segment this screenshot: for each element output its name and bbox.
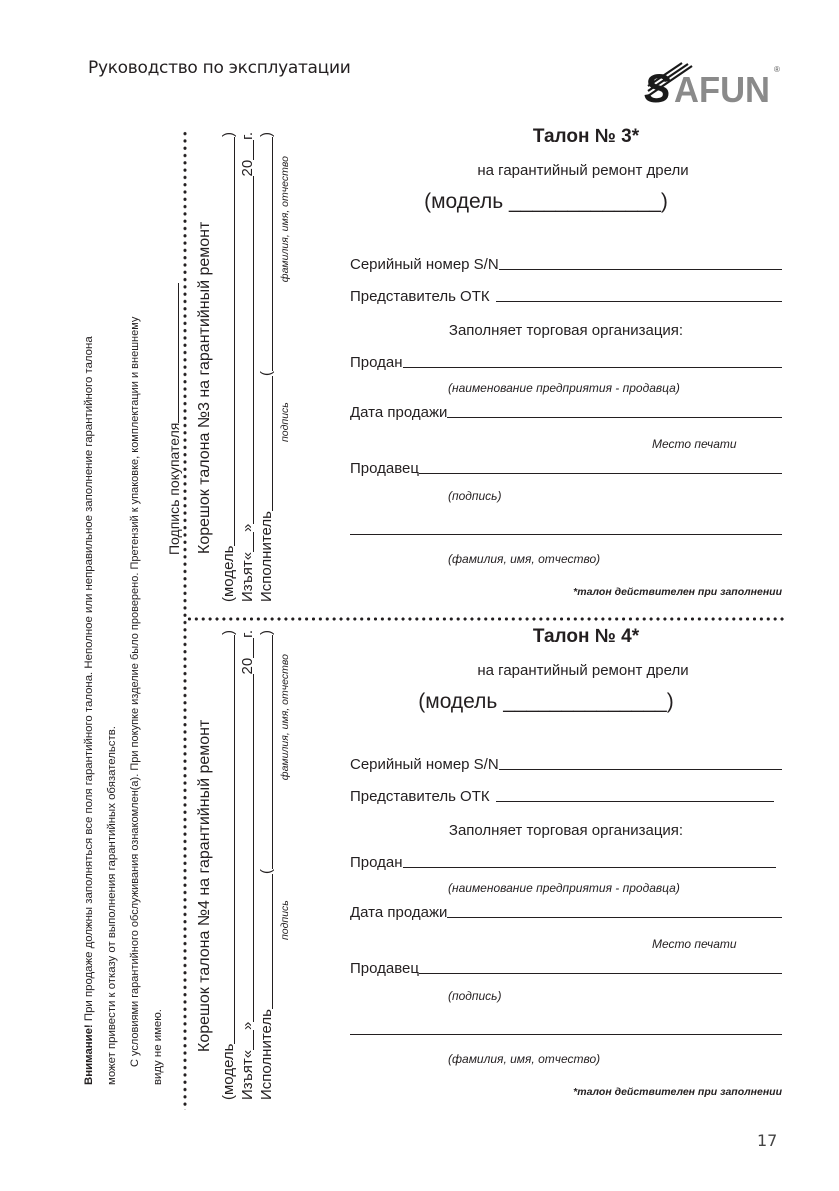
talon-3-seller-label: Продавец (350, 460, 419, 477)
buyer-signature-label: Подпись покупателя (166, 422, 182, 555)
talon-4-stamp-caption: Место печати (652, 937, 737, 951)
stub-4-year-suffix: г. (239, 630, 256, 638)
stub-3-paren-open: ( (258, 371, 275, 377)
talon-3-stamp-caption: Место печати (652, 437, 737, 451)
warranty-notice (82, 120, 181, 1085)
notice-line-4: виду не имею. (152, 1009, 164, 1085)
notice-line-3: С условиями гарантийного обслуживания ознакомлен(а). При покупке изделие было проверено. Претензий к упаковке, комплектации и внешнему (129, 316, 141, 1067)
svg-text:®: ® (774, 65, 780, 74)
talon-4-sold-label: Продан (350, 854, 403, 871)
talon-3-serial-field[interactable] (499, 268, 782, 270)
stub-3-model-label: (модель (220, 545, 237, 602)
stub-3 (196, 132, 291, 602)
talon-3-serial-label: Серийный номер S/N (350, 256, 499, 273)
talon-4-sale-date-field[interactable] (447, 916, 782, 918)
stub-3-year-field[interactable] (253, 140, 254, 160)
stub-3-name-caption: фамилия, имя, отчество (279, 156, 291, 283)
svg-text:S: S (644, 67, 671, 104)
talon-3-sold-field[interactable] (403, 366, 782, 368)
stub-3-withdrawn-label: Изъят« (239, 551, 256, 602)
stub-3-executor-signature-field[interactable] (272, 376, 273, 511)
talon-4-fullname-field[interactable] (350, 1034, 782, 1035)
stub-4-executor-label: Исполнитель (258, 1009, 275, 1100)
talon-4 (350, 626, 782, 1106)
notice-line-1: При продаже должны заполняться все поля гарантийного талона. Неполное или неправильное заполнение гарантийного талона (83, 336, 95, 1025)
page-number: 17 (757, 1131, 778, 1150)
stub-4-year-field[interactable] (253, 638, 254, 658)
page-header-title: Руководство по эксплуатации (88, 58, 351, 78)
stub-3-day-field[interactable] (253, 532, 254, 552)
talon-4-sold-field[interactable] (403, 866, 776, 868)
stub-4-month-field[interactable] (253, 675, 254, 1022)
stub-4-paren-open: ( (258, 869, 275, 875)
stub-4-name-caption: фамилия, имя, отчество (279, 654, 291, 781)
stub-4-executor-name-field[interactable] (272, 635, 273, 869)
stub-3-executor-label: Исполнитель (258, 511, 275, 602)
talon-4-sold-caption: (наименование предприятия - продавца) (448, 881, 680, 895)
talon-4-serial-field[interactable] (499, 768, 782, 770)
stub-4-model-field[interactable] (234, 635, 235, 1044)
talon-3-sold-caption: (наименование предприятия - продавца) (448, 381, 680, 395)
stub-3-year-prefix: 20 (239, 159, 256, 177)
talon-3-trade-org-heading: Заполняет торговая организация: (448, 322, 684, 339)
stub-4-model-label: (модель (220, 1043, 237, 1100)
talon-3-title: Талон № 3* (532, 126, 640, 147)
talon-4-seller-field[interactable] (419, 972, 782, 974)
talon-4-signature-caption: (подпись) (448, 989, 502, 1003)
stub-3-executor-name-field[interactable] (272, 137, 273, 371)
talon-3-sale-date-label: Дата продажи (350, 404, 448, 421)
talon-3-otk-label: Представитель ОТК (350, 288, 490, 305)
notice-line-2: может привести к отказу от выполнения гарантийных обязательств. (106, 726, 118, 1085)
stub-4-signature-caption: подпись (279, 900, 291, 940)
talon-3-signature-caption: (подпись) (448, 489, 502, 503)
safun-logo-icon (642, 62, 782, 104)
stub-4-year-prefix: 20 (239, 657, 256, 675)
stub-4-model-close: ) (220, 630, 237, 635)
talon-3-seller-field[interactable] (419, 472, 782, 474)
stub-4-withdrawn-label: Изъят« (239, 1049, 256, 1100)
talon-4-otk-label: Представитель ОТК (350, 788, 490, 805)
talon-4-subtitle: на гарантийный ремонт дрели (477, 662, 689, 679)
talon-3-model-field[interactable]: (модель _____________) (424, 190, 668, 213)
stub-4-quote-close: » (239, 1021, 256, 1030)
safun-logo (642, 62, 782, 104)
talon-4-serial-label: Серийный номер S/N (350, 756, 499, 773)
talon-3 (350, 126, 782, 606)
stub-3-model-field[interactable] (234, 137, 235, 546)
stub-3-signature-caption: подпись (279, 402, 291, 442)
stub-3-year-suffix: г. (239, 132, 256, 140)
talon-4-otk-field[interactable] (496, 800, 774, 802)
talon-4-name-caption: (фамилия, имя, отчество) (448, 1052, 601, 1066)
stub-4 (196, 630, 291, 1100)
talon-3-otk-field[interactable] (496, 300, 782, 302)
talon-4-seller-label: Продавец (350, 960, 419, 977)
stub-4-title: Корешок талона №4 на гарантийный ремонт (196, 719, 213, 1052)
talon-4-title: Талон № 4* (532, 626, 640, 647)
talon-4-sale-date-label: Дата продажи (350, 904, 448, 921)
buyer-signature-field[interactable] (178, 283, 179, 423)
talon-4-trade-org-heading: Заполняет торговая организация: (448, 822, 684, 839)
stub-3-paren-close: ) (258, 132, 275, 137)
attention-label: Внимание! (83, 1024, 95, 1085)
talon-3-sale-date-field[interactable] (447, 416, 782, 418)
talon-4-model-field[interactable]: (модель ______________) (418, 690, 674, 713)
stub-3-model-close: ) (220, 132, 237, 137)
talon-3-name-caption: (фамилия, имя, отчество) (448, 552, 601, 566)
stub-4-day-field[interactable] (253, 1030, 254, 1050)
stub-3-quote-close: » (239, 523, 256, 532)
stub-4-executor-signature-field[interactable] (272, 874, 273, 1009)
talon-3-sold-label: Продан (350, 354, 403, 371)
talon-3-fullname-field[interactable] (350, 534, 782, 535)
talon-3-validity-note: *талон действителен при заполнении (573, 586, 782, 598)
stub-4-paren-close: ) (258, 630, 275, 635)
svg-text:AFUN: AFUN (674, 69, 770, 104)
stub-3-title: Корешок талона №3 на гарантийный ремонт (196, 221, 213, 554)
horizontal-cut-line (186, 617, 786, 621)
talon-3-subtitle: на гарантийный ремонт дрели (477, 162, 689, 179)
stub-3-month-field[interactable] (253, 177, 254, 524)
talon-4-validity-note: *талон действителен при заполнении (573, 1086, 782, 1098)
